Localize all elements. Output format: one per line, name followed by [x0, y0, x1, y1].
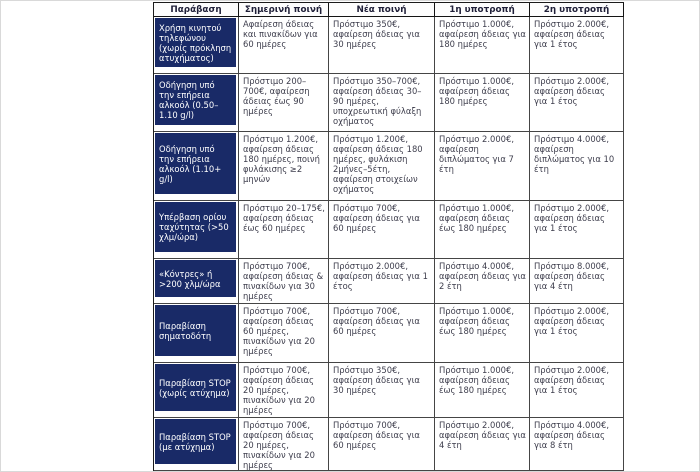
violation-cell: Οδήγηση υπό την επήρεια αλκοόλ (1.10+ g/l): [155, 133, 236, 194]
violation-cell: Χρήση κινητού τηλεφώνου (χωρίς πρόκληση ατυχήματος): [155, 18, 236, 67]
new-penalty-cell: Πρόστιμο 700€, αφαίρεση άδειας για 60 ημέρες: [329, 304, 435, 363]
violation-cell: Παραβίαση STOP (χωρίς ατύχημα): [155, 364, 236, 411]
first-relapse-cell: Πρόστιμο 1.000€, αφαίρεση άδειας έως 180 ημέρες: [435, 201, 530, 259]
violation-cell: «Κόντρες» ή >200 χλμ/ώρα: [155, 260, 236, 297]
second-relapse-cell: Πρόστιμο 4.000€, αφαίρεση άδειας για 8 έτη: [530, 418, 624, 471]
penalties-table: [153, 2, 624, 471]
second-relapse-cell: Πρόστιμο 2.000€, αφαίρεση άδειας για 1 έτος: [530, 74, 624, 132]
table-row-7-violation: [154, 363, 239, 418]
new-penalty-cell: Πρόστιμο 350€, αφαίρεση άδειας για 30 ημέρες: [329, 17, 435, 74]
column-header-violation: Παράβαση: [154, 3, 239, 17]
violation-cell: Υπέρβαση ορίου ταχύτητας (>50 χλμ/ώρα): [155, 202, 236, 252]
violation-cell: Παραβίαση STOP (με ατύχημα): [155, 419, 236, 464]
first-relapse-cell: Πρόστιμο 2.000€, αφαίρεση διπλώματος για 7 έτη: [435, 132, 530, 201]
table-row-3-violation: [154, 132, 239, 201]
second-relapse-cell: Πρόστιμο 2.000€, αφαίρεση άδειας για 1 έτος: [530, 201, 624, 259]
first-relapse-cell: Πρόστιμο 2.000€, αφαίρεση άδειας για 4 έτη: [435, 418, 530, 471]
second-relapse-cell: Πρόστιμο 4.000€, αφαίρεση διπλώματος για 10 έτη: [530, 132, 624, 201]
current-penalty-cell: Αφαίρεση άδειας και πινακίδων για 60 ημέρες: [239, 17, 329, 74]
first-relapse-cell: Πρόστιμο 1.000€, αφαίρεση άδειας έως 180 ημέρες: [435, 363, 530, 418]
current-penalty-cell: Πρόστιμο 700€, αφαίρεση άδειας & πινακίδων για 30 ημέρες: [239, 259, 329, 304]
current-penalty-cell: Πρόστιμο 200–700€, αφαίρεση άδειας έως 90 ημέρες: [239, 74, 329, 132]
second-relapse-cell: Πρόστιμο 2.000€, αφαίρεση άδειας για 1 έτος: [530, 17, 624, 74]
table-row-6-violation: [154, 304, 239, 363]
table-row-5-violation: [154, 259, 239, 304]
second-relapse-cell: Πρόστιμο 2.000€, αφαίρεση άδειας για 1 έτος: [530, 304, 624, 363]
new-penalty-cell: Πρόστιμο 700€, αφαίρεση άδειας για 60 ημέρες: [329, 201, 435, 259]
column-header-current-penalty: Σημερινή ποινή: [239, 3, 329, 17]
current-penalty-cell: Πρόστιμο 20–175€, αφαίρεση άδειας έως 60 ημέρες: [239, 201, 329, 259]
new-penalty-cell: Πρόστιμο 350€, αφαίρεση άδειας για 30 ημέρες: [329, 363, 435, 418]
new-penalty-cell: Πρόστιμο 350–700€, αφαίρεση άδειας 30–90 ημέρες, υποχρεωτική φύλαξη οχήματος: [329, 74, 435, 132]
first-relapse-cell: Πρόστιμο 1.000€, αφαίρεση άδειας έως 180 ημέρες: [435, 304, 530, 363]
column-header-first-relapse: 1η υποτροπή: [435, 3, 530, 17]
current-penalty-cell: Πρόστιμο 700€, αφαίρεση άδειας 20 ημέρες, πινακίδων για 20 ημέρες: [239, 363, 329, 418]
current-penalty-cell: Πρόστιμο 700€, αφαίρεση άδειας 20 ημέρες, πινακίδων για 20 ημέρες: [239, 418, 329, 471]
current-penalty-cell: Πρόστιμο 1.200€, αφαίρεση άδειας 180 ημέρες, ποινή φυλάκισης ≥2 μηνών: [239, 132, 329, 201]
current-penalty-cell: Πρόστιμο 700€, αφαίρεση άδειας 60 ημέρες, πινακίδων για 20 ημέρες: [239, 304, 329, 363]
column-header-second-relapse: 2η υποτροπή: [530, 3, 624, 17]
column-header-new-penalty: Νέα ποινή: [329, 3, 435, 17]
first-relapse-cell: Πρόστιμο 1.000€, αφαίρεση άδειας 180 ημέρες: [435, 74, 530, 132]
violation-cell: Οδήγηση υπό την επήρεια αλκοόλ (0.50–1.10 g/l): [155, 75, 236, 125]
violation-cell: Παραβίαση σηματοδότη: [155, 305, 236, 356]
table-row-2-violation: [154, 74, 239, 132]
table-row-8-violation: [154, 418, 239, 471]
first-relapse-cell: Πρόστιμο 4.000€, αφαίρεση άδειας για 2 έτη: [435, 259, 530, 304]
new-penalty-cell: Πρόστιμο 700€, αφαίρεση άδειας για 60 ημέρες: [329, 418, 435, 471]
table-row-1-violation: [154, 17, 239, 74]
new-penalty-cell: Πρόστιμο 2.000€, αφαίρεση άδειας για 1 έτος: [329, 259, 435, 304]
second-relapse-cell: Πρόστιμο 8.000€, αφαίρεση άδειας για 4 έτη: [530, 259, 624, 304]
new-penalty-cell: Πρόστιμο 1.200€, αφαίρεση άδειας 180 ημέρες, φυλάκιση 2μήνες–5έτη, αφαίρεση στοιχείων οχήματος: [329, 132, 435, 201]
first-relapse-cell: Πρόστιμο 1.000€, αφαίρεση άδειας για 180 ημέρες: [435, 17, 530, 74]
second-relapse-cell: Πρόστιμο 2.000€, αφαίρεση άδειας για 1 έτος: [530, 363, 624, 418]
table-row-4-violation: [154, 201, 239, 259]
